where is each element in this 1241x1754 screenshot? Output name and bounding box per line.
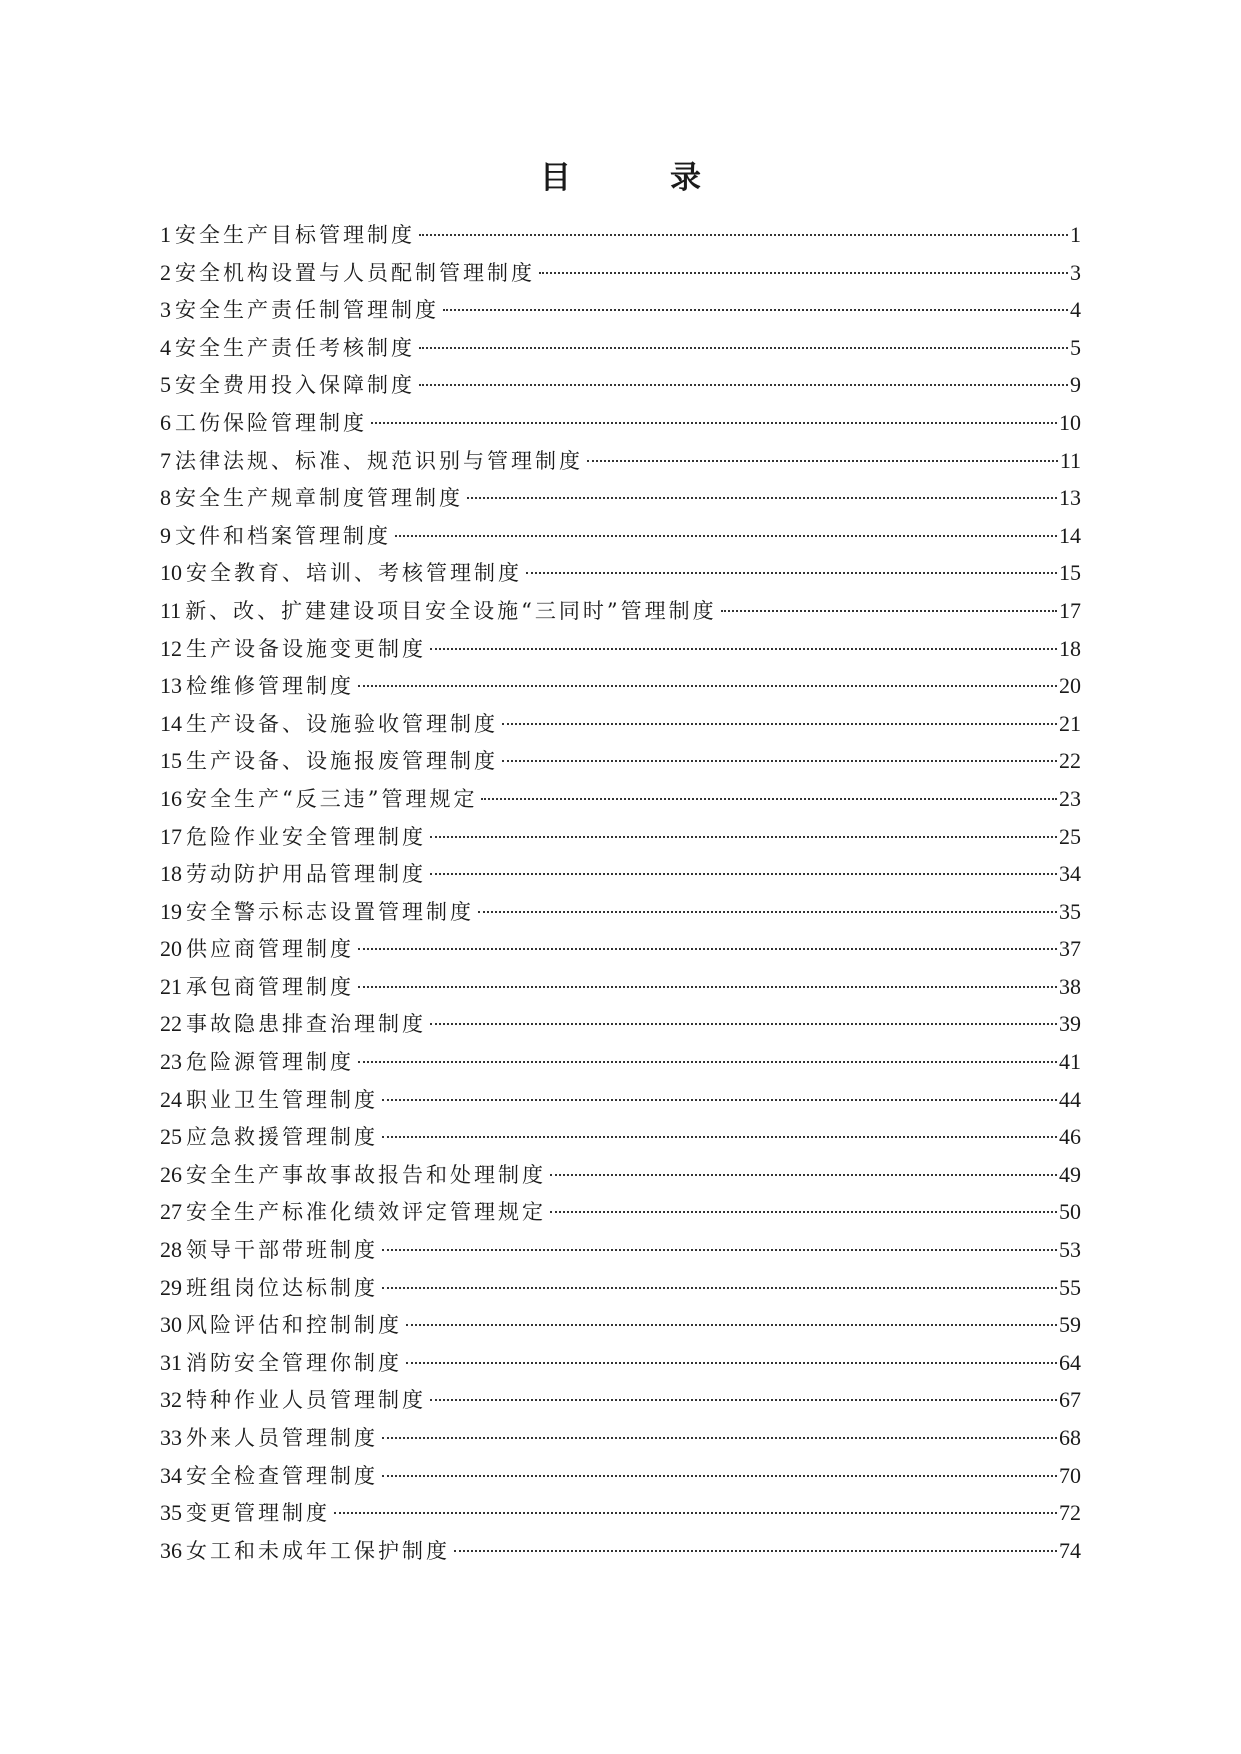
toc-entry-page-number: 67 xyxy=(1059,1387,1081,1413)
toc-entry[interactable] xyxy=(160,366,1081,404)
toc-entry-number: 20 xyxy=(160,936,182,962)
toc-dot-leader xyxy=(419,347,1068,349)
toc-title: 目 录 xyxy=(540,160,735,196)
toc-entry-number: 14 xyxy=(160,710,182,736)
toc-entry-page-number: 13 xyxy=(1059,485,1081,511)
toc-dot-leader xyxy=(334,1512,1057,1514)
toc-entry-page-number: 25 xyxy=(1059,823,1081,849)
toc-dot-leader xyxy=(550,1174,1057,1176)
toc-entry[interactable] xyxy=(160,742,1081,780)
toc-entry-page-number: 39 xyxy=(1059,1011,1081,1037)
toc-dot-leader xyxy=(358,948,1057,950)
toc-dot-leader xyxy=(430,1023,1057,1025)
toc-dot-leader xyxy=(430,873,1057,875)
toc-entry[interactable] xyxy=(160,1005,1081,1043)
toc-dot-leader xyxy=(539,272,1068,274)
toc-entry-page-number: 23 xyxy=(1059,785,1081,811)
toc-entry[interactable] xyxy=(160,630,1081,668)
toc-entry-page-number: 49 xyxy=(1059,1161,1081,1187)
toc-entry-number: 22 xyxy=(160,1011,182,1037)
toc-entry-number: 26 xyxy=(160,1161,182,1187)
toc-entry-page-number: 46 xyxy=(1059,1124,1081,1150)
toc-entry[interactable] xyxy=(160,705,1081,743)
toc-dot-leader xyxy=(430,648,1057,650)
toc-dot-leader xyxy=(587,460,1058,462)
toc-entry-title: 安全生产目标管理制度 xyxy=(175,223,415,247)
toc-dot-leader xyxy=(358,986,1057,988)
toc-entry-title: 安全生产责任考核制度 xyxy=(175,335,415,360)
toc-entry[interactable] xyxy=(160,254,1081,292)
toc-entry-title: 应急救援管理制度 xyxy=(186,1125,378,1150)
toc-entry-number: 28 xyxy=(160,1237,182,1263)
toc-entry[interactable] xyxy=(160,893,1081,931)
toc-entry-page-number: 15 xyxy=(1059,560,1081,586)
toc-entry-number: 27 xyxy=(160,1199,182,1225)
toc-entry[interactable] xyxy=(160,1043,1081,1081)
toc-entry-number: 36 xyxy=(160,1537,182,1563)
toc-entry[interactable] xyxy=(160,1532,1081,1570)
toc-entry-title: 班组岗位达标制度 xyxy=(186,1275,378,1300)
toc-entry[interactable] xyxy=(160,818,1081,856)
toc-entry[interactable] xyxy=(160,517,1081,555)
toc-entry-number: 13 xyxy=(160,673,182,699)
toc-entry-number: 9 xyxy=(160,522,171,548)
toc-entry-number: 6 xyxy=(160,409,171,435)
toc-entry[interactable] xyxy=(160,968,1081,1006)
toc-entry-title: 安全费用投入保障制度 xyxy=(175,373,415,398)
toc-entry-page-number: 3 xyxy=(1070,259,1081,285)
toc-entry-number: 3 xyxy=(160,297,171,323)
toc-entry[interactable] xyxy=(160,1081,1081,1119)
toc-entry-number: 5 xyxy=(160,372,171,398)
toc-entry-title: 文件和档案管理制度 xyxy=(175,523,391,548)
toc-entry[interactable] xyxy=(160,1494,1081,1532)
toc-entry[interactable] xyxy=(160,855,1081,893)
toc-entry-number: 24 xyxy=(160,1086,182,1112)
toc-entry-title: 安全生产责任制管理制度 xyxy=(175,298,439,323)
toc-entry[interactable] xyxy=(160,479,1081,517)
toc-dot-leader xyxy=(467,497,1057,499)
toc-entry-page-number: 34 xyxy=(1059,861,1081,887)
toc-entry-number: 12 xyxy=(160,635,182,661)
toc-entry[interactable] xyxy=(160,930,1081,968)
toc-entry-page-number: 37 xyxy=(1059,936,1081,962)
toc-entry-page-number: 74 xyxy=(1059,1537,1081,1563)
toc-entry-number: 11 xyxy=(160,597,182,623)
toc-entry-title: 安全生产规章制度管理制度 xyxy=(175,486,463,511)
toc-entry-title: 生产设备设施变更制度 xyxy=(186,636,426,661)
toc-dot-leader xyxy=(443,309,1068,311)
toc-dot-leader xyxy=(478,911,1057,913)
toc-entry[interactable] xyxy=(160,1419,1081,1457)
toc-entry-page-number: 4 xyxy=(1070,297,1081,323)
toc-entry-number: 29 xyxy=(160,1274,182,1300)
toc-entry-title: 危险作业安全管理制度 xyxy=(186,824,426,849)
toc-dot-leader xyxy=(430,1399,1057,1401)
toc-entry-number: 17 xyxy=(160,823,182,849)
toc-entry-title: 特种作业人员管理制度 xyxy=(186,1388,426,1413)
toc-entry-page-number: 64 xyxy=(1059,1349,1081,1375)
toc-entry-title: 消防安全管理你制度 xyxy=(186,1350,402,1375)
toc-entry[interactable] xyxy=(160,1306,1081,1344)
toc-entry-title: 领导干部带班制度 xyxy=(186,1238,378,1263)
toc-dot-leader xyxy=(382,1136,1057,1138)
toc-entry-number: 1 xyxy=(160,222,171,247)
toc-entry-title: 供应商管理制度 xyxy=(186,937,354,962)
toc-entry-number: 8 xyxy=(160,485,171,511)
toc-dot-leader xyxy=(550,1211,1057,1213)
toc-entry-number: 16 xyxy=(160,785,182,811)
toc-dot-leader xyxy=(502,723,1057,725)
toc-dot-leader xyxy=(382,1287,1057,1289)
toc-entry-title: 风险评估和控制制度 xyxy=(186,1313,402,1338)
toc-entry[interactable] xyxy=(160,442,1081,480)
toc-entry-number: 21 xyxy=(160,973,182,999)
toc-entry-title: 安全生产事故事故报告和处理制度 xyxy=(186,1162,546,1187)
toc-dot-leader xyxy=(358,685,1057,687)
toc-entry-number: 18 xyxy=(160,861,182,887)
toc-entry-number: 32 xyxy=(160,1387,182,1413)
toc-entry-title: 安全生产标准化绩效评定管理规定 xyxy=(186,1200,546,1225)
toc-entry-number: 15 xyxy=(160,748,182,774)
toc-entry-page-number: 1 xyxy=(1070,222,1081,247)
toc-entry-title: 生产设备、设施验收管理制度 xyxy=(186,711,498,736)
toc-entry-number: 34 xyxy=(160,1462,182,1488)
toc-entry-page-number: 68 xyxy=(1059,1425,1081,1450)
toc-entry-title: 职业卫生管理制度 xyxy=(186,1087,378,1112)
toc-list xyxy=(160,216,1081,1569)
toc-entry-page-number: 11 xyxy=(1059,447,1081,473)
toc-dot-leader xyxy=(395,535,1057,537)
toc-entry[interactable] xyxy=(160,291,1081,329)
toc-entry-page-number: 14 xyxy=(1059,522,1081,548)
toc-entry-number: 30 xyxy=(160,1312,182,1338)
toc-dot-leader xyxy=(502,760,1057,762)
toc-dot-leader xyxy=(382,1437,1057,1439)
toc-entry-page-number: 5 xyxy=(1070,334,1081,360)
toc-entry-page-number: 72 xyxy=(1059,1500,1081,1526)
toc-entry[interactable] xyxy=(160,1156,1081,1194)
toc-entry[interactable] xyxy=(160,1269,1081,1307)
toc-entry-page-number: 10 xyxy=(1059,409,1081,435)
toc-entry-title: 变更管理制度 xyxy=(186,1501,330,1526)
toc-entry[interactable] xyxy=(160,554,1081,592)
toc-entry-title: 危险源管理制度 xyxy=(186,1050,354,1075)
toc-entry[interactable] xyxy=(160,1457,1081,1495)
toc-entry[interactable] xyxy=(160,1231,1081,1269)
toc-entry-page-number: 59 xyxy=(1059,1312,1081,1338)
toc-entry-page-number: 22 xyxy=(1059,748,1081,774)
toc-entry-title: 新、改、扩建建设项目安全设施“三同时”管理制度 xyxy=(185,598,717,623)
toc-entry-title: 安全机构设置与人员配制管理制度 xyxy=(175,260,535,285)
toc-entry-page-number: 20 xyxy=(1059,673,1081,699)
toc-dot-leader xyxy=(526,572,1057,574)
toc-dot-leader xyxy=(382,1475,1057,1477)
toc-dot-leader xyxy=(481,798,1057,800)
toc-entry-title: 承包商管理制度 xyxy=(186,974,354,999)
toc-entry[interactable] xyxy=(160,667,1081,705)
toc-entry[interactable] xyxy=(160,404,1081,442)
toc-entry-title: 安全生产“反三违”管理规定 xyxy=(186,786,478,811)
toc-entry-number: 2 xyxy=(160,259,171,285)
toc-entry-title: 安全警示标志设置管理制度 xyxy=(186,899,474,924)
toc-entry-page-number: 53 xyxy=(1059,1237,1081,1263)
toc-entry-title: 事故隐患排查治理制度 xyxy=(186,1012,426,1037)
toc-entry-page-number: 18 xyxy=(1059,635,1081,661)
toc-dot-leader xyxy=(358,1061,1057,1063)
toc-entry[interactable] xyxy=(160,329,1081,367)
toc-entry-page-number: 9 xyxy=(1070,372,1081,398)
toc-entry-page-number: 41 xyxy=(1059,1049,1081,1075)
toc-entry-number: 23 xyxy=(160,1049,182,1075)
toc-dot-leader xyxy=(371,422,1057,424)
toc-entry-title: 女工和未成年工保护制度 xyxy=(186,1538,450,1563)
toc-entry[interactable] xyxy=(160,592,1081,630)
toc-dot-leader xyxy=(419,384,1068,386)
toc-entry-page-number: 21 xyxy=(1059,710,1081,736)
toc-entry-title: 劳动防护用品管理制度 xyxy=(186,862,426,887)
toc-entry-title: 检维修管理制度 xyxy=(186,674,354,699)
toc-entry-page-number: 38 xyxy=(1059,973,1081,999)
toc-dot-leader xyxy=(430,836,1057,838)
toc-entry-number: 7 xyxy=(160,447,171,473)
toc-entry-title: 安全教育、培训、考核管理制度 xyxy=(186,561,522,586)
toc-dot-leader xyxy=(382,1249,1057,1251)
toc-dot-leader xyxy=(406,1362,1057,1364)
toc-entry-page-number: 17 xyxy=(1059,597,1081,623)
toc-entry-page-number: 50 xyxy=(1059,1199,1081,1225)
toc-entry-page-number: 44 xyxy=(1059,1086,1081,1112)
toc-entry-number: 19 xyxy=(160,898,182,924)
toc-dot-leader xyxy=(454,1550,1057,1552)
toc-entry-number: 31 xyxy=(160,1349,182,1375)
toc-entry-title: 法律法规、标准、规范识别与管理制度 xyxy=(175,448,583,473)
toc-entry-title: 外来人员管理制度 xyxy=(186,1426,378,1450)
toc-entry-title: 安全检查管理制度 xyxy=(186,1463,378,1488)
toc-dot-leader xyxy=(406,1324,1057,1326)
toc-dot-leader xyxy=(721,610,1057,612)
toc-entry-title: 工伤保险管理制度 xyxy=(175,410,367,435)
toc-dot-leader xyxy=(382,1099,1057,1101)
toc-entry[interactable] xyxy=(160,1118,1081,1156)
toc-entry[interactable] xyxy=(160,216,1081,254)
toc-entry-number: 25 xyxy=(160,1124,182,1150)
toc-entry-number: 35 xyxy=(160,1500,182,1526)
toc-entry-number: 4 xyxy=(160,334,171,360)
toc-entry[interactable] xyxy=(160,1381,1081,1419)
toc-entry-page-number: 35 xyxy=(1059,898,1081,924)
toc-entry-title: 生产设备、设施报废管理制度 xyxy=(186,749,498,774)
toc-entry-number: 33 xyxy=(160,1425,182,1450)
toc-entry[interactable] xyxy=(160,1344,1081,1382)
toc-dot-leader xyxy=(419,234,1068,236)
toc-entry[interactable] xyxy=(160,780,1081,818)
toc-entry[interactable] xyxy=(160,1193,1081,1231)
toc-entry-page-number: 70 xyxy=(1059,1462,1081,1488)
toc-entry-number: 10 xyxy=(160,560,182,586)
toc-entry-page-number: 55 xyxy=(1059,1274,1081,1300)
